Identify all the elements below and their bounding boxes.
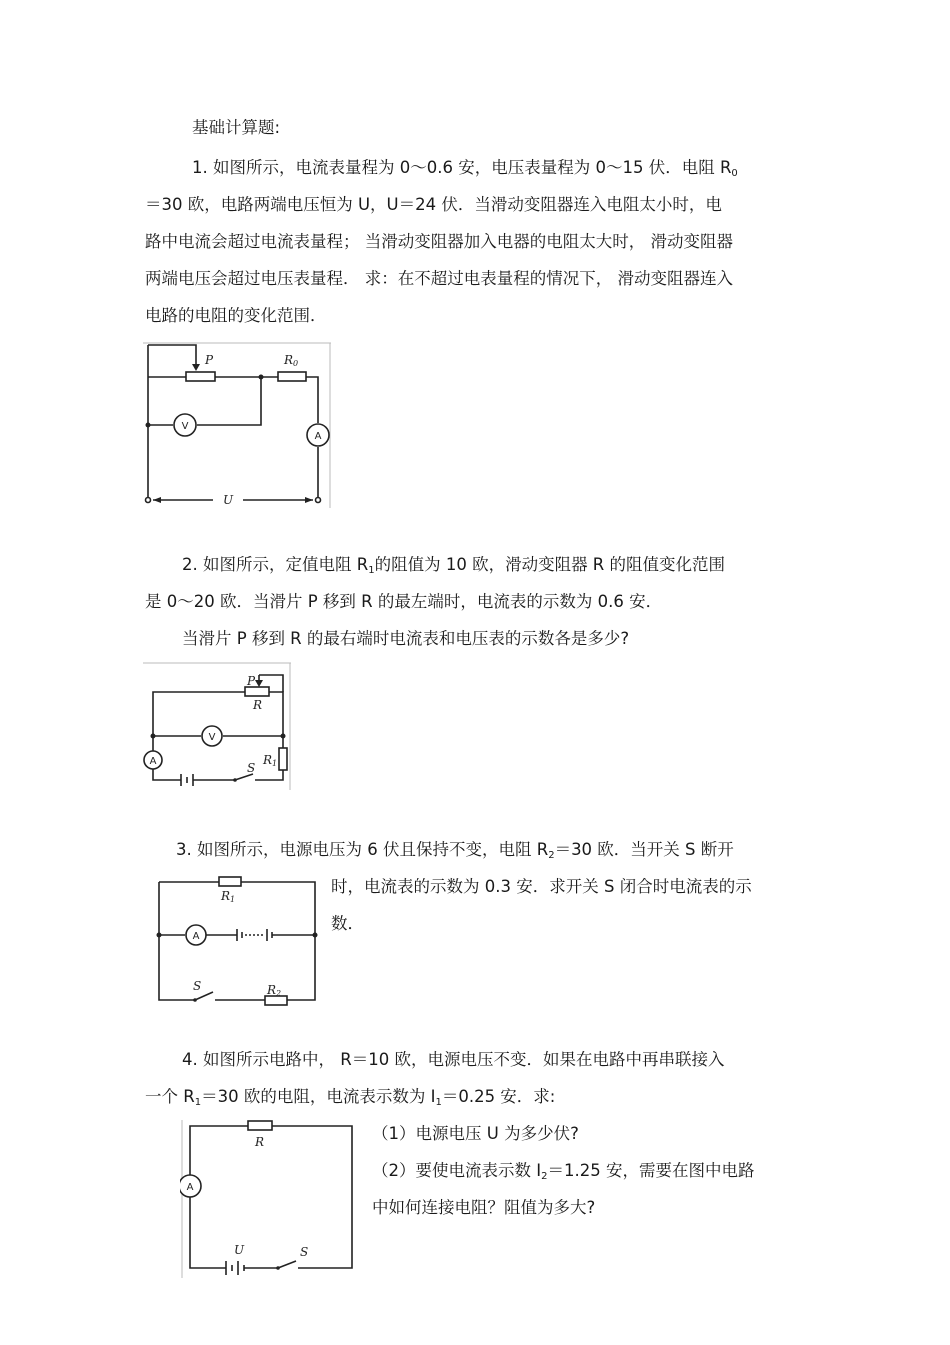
q2-ammeter: A	[149, 756, 157, 767]
q4-label-s: S	[300, 1245, 309, 1259]
q4-subscript-2: 2	[541, 1171, 548, 1182]
q2-line-3: 当滑片 P 移到 R 的最右端时电流表和电压表的示数各是多少?	[182, 629, 630, 648]
q1-subscript-0: 0	[731, 168, 738, 179]
q4-line-5: 中如何连接电阻？阻值为多大?	[372, 1198, 596, 1217]
q2-voltmeter: V	[208, 732, 216, 743]
q1-line-5: 电路的电阻的变化范围．	[145, 306, 327, 325]
q3-label-s: S	[193, 979, 202, 993]
q3-line-2: 时，电流表的示数为 0.3 安．求开关 S 闭合时电流表的示	[331, 877, 752, 896]
q3-subscript-2: 2	[548, 850, 555, 861]
q4-label-u: U	[234, 1243, 245, 1257]
q4-subscript-1b: 1	[435, 1097, 442, 1108]
q2-line-1	[182, 555, 725, 578]
q2-label-s: S	[247, 761, 256, 775]
q3-label-r2: R2	[267, 983, 282, 998]
q4-text-4b: ＝1.25 安，需要在图中电路	[547, 1161, 755, 1180]
q2-label-p: P	[247, 674, 256, 688]
q4-line-3: （1）电源电压 U 为多少伏?	[372, 1124, 579, 1143]
q4-text-2b: ＝30 欧的电阻，电流表示数为 I	[201, 1087, 436, 1106]
q3-circuit-figure	[155, 872, 320, 1007]
section-heading: 基础计算题:	[192, 118, 281, 137]
q2-label-r1: R1	[263, 753, 278, 768]
q3-ammeter: A	[192, 931, 200, 942]
q3-text-1b: ＝30 欧．当开关 S 断开	[554, 840, 734, 859]
q2-line-2: 是 0～20 欧．当滑片 P 移到 R 的最左端时，电流表的示数为 0.6 安．	[145, 592, 663, 611]
q1-ammeter: A	[314, 431, 322, 442]
q3-line-1	[176, 840, 734, 863]
q4-text-2a: 一个 R	[145, 1087, 195, 1106]
q2-circuit-figure	[143, 660, 293, 792]
q2-label-r: R	[253, 698, 263, 712]
q4-line-2	[145, 1087, 555, 1110]
q1-label-p: P	[205, 353, 214, 367]
q4-line-1: 4. 如图所示电路中， R＝10 欧，电源电压不变．如果在电路中再串联接入	[182, 1050, 725, 1069]
q4-label-r: R	[255, 1135, 265, 1149]
q2-subscript-1: 1	[368, 565, 375, 576]
q4-text-2c: ＝0.25 安．求:	[441, 1087, 556, 1106]
q3-label-r1: R1	[221, 889, 236, 904]
q1-voltmeter: V	[181, 421, 189, 432]
q2-text-1a: 2. 如图所示，定值电阻 R	[182, 555, 369, 574]
q1-line-3: 路中电流会超过电流表量程； 当滑动变阻器加入电器的电阻太大时， 滑动变阻器	[145, 232, 733, 251]
q1-line-1	[192, 158, 738, 181]
q1-line-4: 两端电压会超过电压表量程． 求：在不超过电表量程的情况下， 滑动变阻器连入	[145, 269, 733, 288]
q2-text-1b: 的阻值为 10 欧，滑动变阻器 R 的阻值变化范围	[374, 555, 726, 574]
q3-line-3: 数．	[331, 914, 364, 933]
q1-circuit-figure	[143, 340, 333, 510]
q4-subscript-1a: 1	[194, 1097, 202, 1108]
q4-circuit-figure	[180, 1120, 358, 1280]
q4-text-4a: （2）要使电流表示数 I	[372, 1161, 542, 1180]
q1-label-r0: R0	[284, 353, 299, 368]
q3-text-1a: 3. 如图所示，电源电压为 6 伏且保持不变，电阻 R	[176, 840, 549, 859]
q1-text-1: 1. 如图所示，电流表量程为 0～0.6 安，电压表量程为 0～15 伏．电阻 R	[192, 158, 732, 177]
q4-ammeter: A	[186, 1182, 194, 1193]
q1-label-u: U	[222, 493, 234, 507]
q1-line-2: ＝30 欧，电路两端电压恒为 U，U＝24 伏．当滑动变阻器连入电阻太小时，电	[145, 195, 722, 214]
q4-line-4	[372, 1161, 754, 1184]
